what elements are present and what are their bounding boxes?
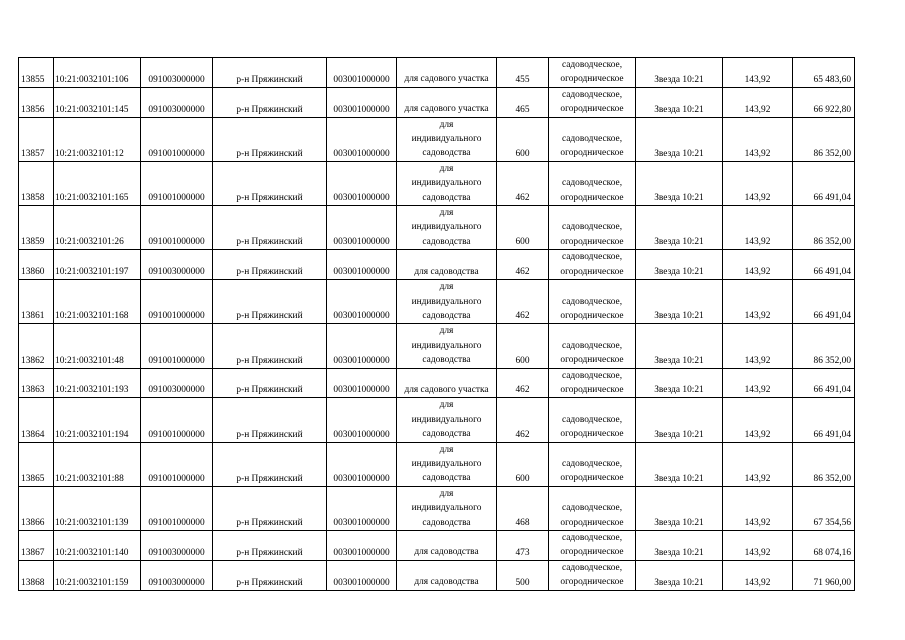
cell-association: Звезда 10:21 <box>636 368 723 398</box>
cell-code: 091003000000 <box>141 560 213 590</box>
cell-permitted-use-line: индивидуального <box>411 414 482 425</box>
table-row <box>19 87 855 117</box>
cell-area: 600 <box>497 324 549 368</box>
cell-cadastral-value: 86 352,00 <box>793 117 855 161</box>
cell-permitted-use-line: для <box>439 326 454 337</box>
cell-permitted-use-line: индивидуального <box>411 134 482 145</box>
cell-row-number: 13862 <box>19 324 54 368</box>
cell-category-line: огородническое <box>560 310 624 321</box>
cell-settlement-code: 003001000000 <box>327 206 397 250</box>
cell-permitted-use <box>397 531 497 561</box>
cell-row-number: 13868 <box>19 560 54 590</box>
cell-permitted-use <box>397 324 497 368</box>
table-row <box>19 206 855 250</box>
cell-cadastral-value: 66 491,04 <box>793 250 855 280</box>
cell-permitted-use-line: для садового участка <box>404 384 489 395</box>
cell-cadastral-number: 10:21:0032101:12 <box>54 117 141 161</box>
cell-area: 500 <box>497 560 549 590</box>
cell-cadastral-number: 10:21:0032101:48 <box>54 324 141 368</box>
cell-settlement-code: 003001000000 <box>327 280 397 324</box>
cell-permitted-use-line: для садоводства <box>414 577 479 588</box>
table-row <box>19 531 855 561</box>
cell-category <box>549 531 636 561</box>
cell-code: 091001000000 <box>141 280 213 324</box>
cell-association: Звезда 10:21 <box>636 531 723 561</box>
cell-settlement-code: 003001000000 <box>327 531 397 561</box>
cell-permitted-use <box>397 58 497 88</box>
cell-cadastral-number: 10:21:0032101:197 <box>54 250 141 280</box>
cell-association: Звезда 10:21 <box>636 58 723 88</box>
cell-category-line: огородническое <box>560 266 624 277</box>
cell-cadastral-value: 66 491,04 <box>793 161 855 205</box>
cell-row-number: 13863 <box>19 368 54 398</box>
cell-permitted-use-line: индивидуального <box>411 340 482 351</box>
cell-cadastral-number: 10:21:0032101:106 <box>54 58 141 88</box>
cell-permitted-use-line: индивидуального <box>411 296 482 307</box>
cell-category-line: огородническое <box>560 429 624 440</box>
cell-association: Звезда 10:21 <box>636 324 723 368</box>
cell-permitted-use-line: индивидуального <box>411 503 482 514</box>
cell-permitted-use-line: садоводства <box>422 192 471 203</box>
cell-category-line: огородническое <box>560 473 624 484</box>
cell-permitted-use-line: для <box>439 444 454 455</box>
cell-cadastral-number: 10:21:0032101:193 <box>54 368 141 398</box>
cell-category <box>549 486 636 530</box>
cell-cadastral-value: 66 491,04 <box>793 368 855 398</box>
table-row <box>19 117 855 161</box>
table-row <box>19 58 855 88</box>
cell-row-number: 13859 <box>19 206 54 250</box>
cell-permitted-use <box>397 250 497 280</box>
table-row <box>19 324 855 368</box>
cell-code: 091003000000 <box>141 531 213 561</box>
cell-cadastral-value: 86 352,00 <box>793 442 855 486</box>
cell-district: р-н Пряжинский <box>213 250 327 280</box>
cell-code: 091001000000 <box>141 324 213 368</box>
cell-permitted-use <box>397 486 497 530</box>
cell-permitted-use <box>397 161 497 205</box>
cell-settlement-code: 003001000000 <box>327 58 397 88</box>
cell-district: р-н Пряжинский <box>213 442 327 486</box>
cell-cadastral-number: 10:21:0032101:165 <box>54 161 141 205</box>
cell-permitted-use-line: для <box>439 208 454 219</box>
cell-district: р-н Пряжинский <box>213 280 327 324</box>
cell-area: 468 <box>497 486 549 530</box>
cell-permitted-use <box>397 560 497 590</box>
cell-permitted-use-line: садоводства <box>422 473 471 484</box>
cell-code: 091003000000 <box>141 250 213 280</box>
cell-specific-value: 143,92 <box>723 560 793 590</box>
cell-area: 600 <box>497 442 549 486</box>
cell-association: Звезда 10:21 <box>636 161 723 205</box>
cell-specific-value: 143,92 <box>723 280 793 324</box>
cell-settlement-code: 003001000000 <box>327 117 397 161</box>
land-plots-table <box>18 57 855 591</box>
cell-permitted-use-line: для садоводства <box>414 266 479 277</box>
cell-district: р-н Пряжинский <box>213 58 327 88</box>
cell-district: р-н Пряжинский <box>213 398 327 442</box>
cell-district: р-н Пряжинский <box>213 368 327 398</box>
cell-category <box>549 87 636 117</box>
cell-cadastral-number: 10:21:0032101:88 <box>54 442 141 486</box>
cell-permitted-use <box>397 206 497 250</box>
cell-area: 465 <box>497 87 549 117</box>
cell-settlement-code: 003001000000 <box>327 87 397 117</box>
cell-district: р-н Пряжинский <box>213 161 327 205</box>
cell-category-line: огородническое <box>560 547 624 558</box>
cell-code: 091001000000 <box>141 442 213 486</box>
cell-code: 091003000000 <box>141 58 213 88</box>
cell-code: 091001000000 <box>141 486 213 530</box>
cell-association: Звезда 10:21 <box>636 280 723 324</box>
cell-association: Звезда 10:21 <box>636 117 723 161</box>
cell-category <box>549 117 636 161</box>
cell-category <box>549 398 636 442</box>
cell-settlement-code: 003001000000 <box>327 250 397 280</box>
cell-row-number: 13861 <box>19 280 54 324</box>
cell-permitted-use-line: для <box>439 282 454 293</box>
cell-area: 462 <box>497 368 549 398</box>
cell-area: 455 <box>497 58 549 88</box>
cell-code: 091001000000 <box>141 206 213 250</box>
cell-settlement-code: 003001000000 <box>327 486 397 530</box>
cell-code: 091003000000 <box>141 368 213 398</box>
cell-cadastral-value: 86 352,00 <box>793 206 855 250</box>
cell-category-line: огородническое <box>560 104 624 115</box>
table-row <box>19 250 855 280</box>
cell-permitted-use-line: для <box>439 163 454 174</box>
cell-permitted-use-line: садоводства <box>422 236 471 247</box>
cell-specific-value: 143,92 <box>723 87 793 117</box>
cell-settlement-code: 003001000000 <box>327 398 397 442</box>
cell-area: 462 <box>497 250 549 280</box>
cell-category <box>549 442 636 486</box>
cell-cadastral-value: 71 960,00 <box>793 560 855 590</box>
cell-permitted-use <box>397 398 497 442</box>
cell-row-number: 13866 <box>19 486 54 530</box>
cell-settlement-code: 003001000000 <box>327 442 397 486</box>
cell-cadastral-value: 66 491,04 <box>793 280 855 324</box>
cell-code: 091001000000 <box>141 398 213 442</box>
cell-category-line: садоводческое, <box>561 370 623 381</box>
cell-cadastral-number: 10:21:0032101:159 <box>54 560 141 590</box>
cell-cadastral-value: 67 354,56 <box>793 486 855 530</box>
cell-permitted-use-line: для <box>439 400 454 411</box>
cell-area: 600 <box>497 117 549 161</box>
cell-category <box>549 560 636 590</box>
cell-permitted-use-line: садоводства <box>422 429 471 440</box>
cell-category-line: садоводческое, <box>561 60 623 70</box>
cell-specific-value: 143,92 <box>723 324 793 368</box>
cell-specific-value: 143,92 <box>723 398 793 442</box>
cell-association: Звезда 10:21 <box>636 87 723 117</box>
cell-category <box>549 161 636 205</box>
cell-specific-value: 143,92 <box>723 58 793 88</box>
cell-specific-value: 143,92 <box>723 531 793 561</box>
table-row <box>19 368 855 398</box>
cell-permitted-use-line: для садового участка <box>404 74 489 85</box>
cell-area: 462 <box>497 161 549 205</box>
cell-category-line: садоводческое, <box>561 178 623 189</box>
cell-category <box>549 280 636 324</box>
cell-district: р-н Пряжинский <box>213 117 327 161</box>
cell-category-line: садоводческое, <box>561 458 623 469</box>
cell-code: 091001000000 <box>141 117 213 161</box>
cell-permitted-use-line: для садоводства <box>414 547 479 558</box>
cell-permitted-use-line: садоводства <box>422 310 471 321</box>
cell-category-line: садоводческое, <box>561 296 623 307</box>
cell-category-line: огородническое <box>560 192 624 203</box>
cell-category-line: огородническое <box>560 74 624 85</box>
cell-district: р-н Пряжинский <box>213 206 327 250</box>
cell-cadastral-value: 68 074,16 <box>793 531 855 561</box>
cell-category-line: огородническое <box>560 355 624 366</box>
cell-cadastral-number: 10:21:0032101:139 <box>54 486 141 530</box>
cell-category-line: садоводческое, <box>561 89 623 100</box>
cell-cadastral-value: 65 483,60 <box>793 58 855 88</box>
cell-specific-value: 143,92 <box>723 206 793 250</box>
cell-permitted-use-line: садоводства <box>422 148 471 159</box>
cell-association: Звезда 10:21 <box>636 398 723 442</box>
cell-permitted-use-line: садоводства <box>422 517 471 528</box>
cell-permitted-use-line: садоводства <box>422 355 471 366</box>
table-row <box>19 442 855 486</box>
cell-specific-value: 143,92 <box>723 486 793 530</box>
cell-category <box>549 368 636 398</box>
cell-specific-value: 143,92 <box>723 161 793 205</box>
cell-settlement-code: 003001000000 <box>327 161 397 205</box>
cell-permitted-use <box>397 117 497 161</box>
cell-category-line: садоводческое, <box>561 252 623 263</box>
table-row <box>19 398 855 442</box>
cell-cadastral-number: 10:21:0032101:145 <box>54 87 141 117</box>
cell-district: р-н Пряжинский <box>213 531 327 561</box>
cell-cadastral-number: 10:21:0032101:26 <box>54 206 141 250</box>
cell-category <box>549 206 636 250</box>
cell-permitted-use-line: для <box>439 488 454 499</box>
cell-row-number: 13855 <box>19 58 54 88</box>
cell-category-line: садоводческое, <box>561 533 623 543</box>
cell-category-line: огородническое <box>560 577 624 588</box>
cell-association: Звезда 10:21 <box>636 250 723 280</box>
cell-row-number: 13865 <box>19 442 54 486</box>
cell-cadastral-number: 10:21:0032101:168 <box>54 280 141 324</box>
cell-category <box>549 58 636 88</box>
cell-category-line: садоводческое, <box>561 134 623 145</box>
cell-area: 600 <box>497 206 549 250</box>
cell-category-line: садоводческое, <box>561 340 623 351</box>
cell-category-line: садоводческое, <box>561 222 623 233</box>
cell-permitted-use-line: для садового участка <box>404 104 489 115</box>
cell-code: 091003000000 <box>141 87 213 117</box>
cell-row-number: 13858 <box>19 161 54 205</box>
cell-cadastral-number: 10:21:0032101:140 <box>54 531 141 561</box>
cell-row-number: 13864 <box>19 398 54 442</box>
land-valuation-sheet <box>18 57 855 591</box>
cell-association: Звезда 10:21 <box>636 486 723 530</box>
cell-row-number: 13856 <box>19 87 54 117</box>
cell-settlement-code: 003001000000 <box>327 324 397 368</box>
cell-category-line: садоводческое, <box>561 414 623 425</box>
cell-association: Звезда 10:21 <box>636 442 723 486</box>
cell-permitted-use <box>397 368 497 398</box>
cell-area: 462 <box>497 280 549 324</box>
cell-category-line: огородническое <box>560 517 624 528</box>
cell-category-line: огородническое <box>560 236 624 247</box>
cell-permitted-use-line: для <box>439 119 454 130</box>
cell-district: р-н Пряжинский <box>213 486 327 530</box>
cell-category-line: огородническое <box>560 148 624 159</box>
table-body <box>19 58 855 591</box>
cell-district: р-н Пряжинский <box>213 560 327 590</box>
cell-settlement-code: 003001000000 <box>327 368 397 398</box>
cell-association: Звезда 10:21 <box>636 560 723 590</box>
cell-cadastral-value: 86 352,00 <box>793 324 855 368</box>
cell-category-line: садоводческое, <box>561 503 623 514</box>
cell-category-line: садоводческое, <box>561 562 623 573</box>
cell-district: р-н Пряжинский <box>213 87 327 117</box>
table-row <box>19 560 855 590</box>
cell-permitted-use-line: индивидуального <box>411 458 482 469</box>
cell-cadastral-number: 10:21:0032101:194 <box>54 398 141 442</box>
cell-area: 462 <box>497 398 549 442</box>
cell-code: 091001000000 <box>141 161 213 205</box>
cell-row-number: 13857 <box>19 117 54 161</box>
cell-cadastral-value: 66 491,04 <box>793 398 855 442</box>
cell-area: 473 <box>497 531 549 561</box>
cell-permitted-use <box>397 280 497 324</box>
cell-category <box>549 250 636 280</box>
table-row <box>19 161 855 205</box>
cell-cadastral-value: 66 922,80 <box>793 87 855 117</box>
cell-district: р-н Пряжинский <box>213 324 327 368</box>
cell-association: Звезда 10:21 <box>636 206 723 250</box>
cell-permitted-use-line: индивидуального <box>411 178 482 189</box>
cell-settlement-code: 003001000000 <box>327 560 397 590</box>
cell-row-number: 13867 <box>19 531 54 561</box>
table-row <box>19 280 855 324</box>
cell-permitted-use <box>397 442 497 486</box>
cell-specific-value: 143,92 <box>723 368 793 398</box>
cell-row-number: 13860 <box>19 250 54 280</box>
cell-category <box>549 324 636 368</box>
cell-category-line: огородническое <box>560 384 624 395</box>
table-row <box>19 486 855 530</box>
cell-specific-value: 143,92 <box>723 442 793 486</box>
cell-permitted-use-line: индивидуального <box>411 222 482 233</box>
cell-permitted-use <box>397 87 497 117</box>
cell-specific-value: 143,92 <box>723 117 793 161</box>
cell-specific-value: 143,92 <box>723 250 793 280</box>
